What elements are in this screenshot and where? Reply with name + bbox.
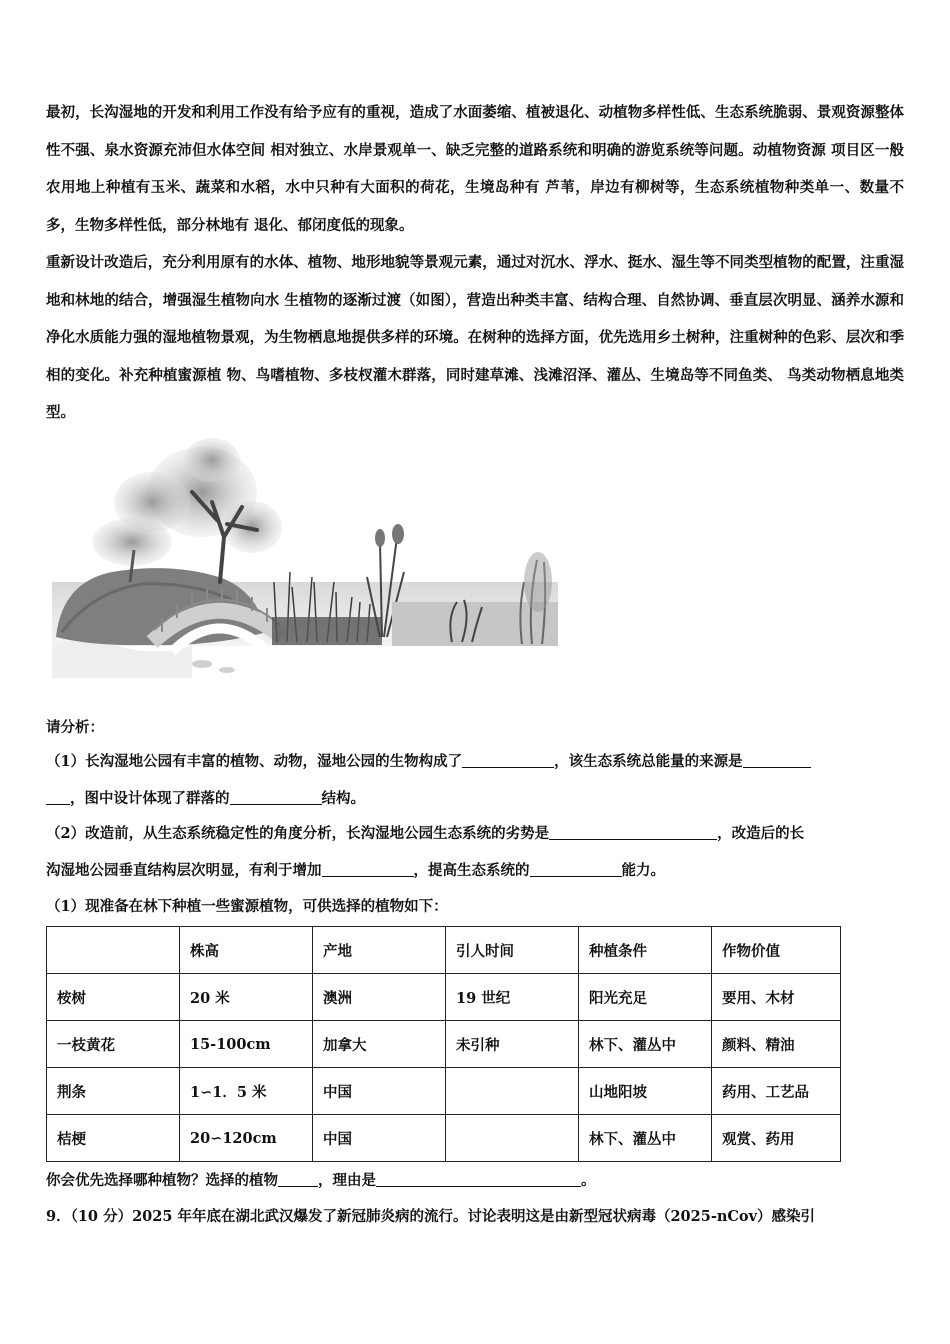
table-header-cell: 株高 bbox=[180, 927, 313, 974]
question-3-choice: 你会优先选择哪种植物？选择的植物 ，理由是 。 bbox=[46, 1172, 596, 1189]
answer-blank[interactable] bbox=[549, 825, 717, 840]
question-9-stem: 9．（10 分）2025 年年底在湖北武汉爆发了新冠肺炎病的流行。讨论表明这是由新型冠状病毒（2025-nCov）感染引 bbox=[46, 1208, 816, 1225]
table-row bbox=[47, 974, 841, 1021]
table-cell: 20 米 bbox=[180, 974, 313, 1021]
table-cell: 观赏、药用 bbox=[712, 1115, 841, 1162]
wetland-illustration bbox=[52, 432, 558, 678]
table-header-cell: 种植条件 bbox=[579, 927, 712, 974]
question-3-intro: （1）现准备在林下种植一些蜜源植物，可供选择的植物如下： bbox=[46, 898, 448, 915]
plant-options-table bbox=[46, 926, 841, 1162]
table-cell bbox=[446, 1115, 579, 1162]
table-cell: 澳洲 bbox=[313, 974, 446, 1021]
table-cell: 阳光充足 bbox=[579, 974, 712, 1021]
table-cell: 林下、灌丛中 bbox=[579, 1115, 712, 1162]
table-header-cell bbox=[47, 927, 180, 974]
table-header-row bbox=[47, 927, 841, 974]
table-cell: 桔梗 bbox=[47, 1115, 180, 1162]
table-cell: 20∽120cm bbox=[180, 1115, 313, 1162]
table-cell: 药用、工艺品 bbox=[712, 1068, 841, 1115]
answer-blank[interactable] bbox=[530, 862, 622, 877]
answer-blank[interactable] bbox=[322, 862, 414, 877]
paragraph-background: 最初，长沟湿地的开发和利用工作没有给予应有的重视，造成了水面萎缩、植被退化、动植物多样性低、生态系统脆弱、景观资源整体性不强、泉水资源充沛但水体空间 相对独立、水岸景观单一、缺乏完整的道路系统和明确的游览系统等问题。动植物资源 项目区一般农用地上种植有玉米、蔬菜和水稻，水中只种有大面积的荷花，生境岛种有 芦苇，岸边有柳树等，生态系统植物种类单一、数量不多，生物多样性低，部分林地有 退化、郁闭度低的现象。 bbox=[46, 104, 904, 234]
analysis-prompt: 请分析： bbox=[46, 719, 104, 736]
table-cell: 要用、木材 bbox=[712, 974, 841, 1021]
table-row bbox=[47, 1068, 841, 1115]
table-cell: 林下、灌丛中 bbox=[579, 1021, 712, 1068]
answer-blank[interactable] bbox=[376, 1172, 581, 1187]
question-1-line-1: （1）长沟湿地公园有丰富的植物、动物，湿地公园的生物构成了 ，该生态系统总能量的来源是 bbox=[46, 752, 904, 772]
table-cell: 颜料、精油 bbox=[712, 1021, 841, 1068]
table-cell: 荆条 bbox=[47, 1068, 180, 1115]
table-cell: 山地阳坡 bbox=[579, 1068, 712, 1115]
table-row bbox=[47, 1021, 841, 1068]
answer-blank[interactable] bbox=[462, 753, 554, 768]
table-header-cell: 引人时间 bbox=[446, 927, 579, 974]
table-cell: 1∽1．5 米 bbox=[180, 1068, 313, 1115]
answer-blank[interactable] bbox=[743, 753, 811, 768]
table-cell: 19 世纪 bbox=[446, 974, 579, 1021]
table-cell: 未引种 bbox=[446, 1021, 579, 1068]
table-cell: 15-100cm bbox=[180, 1021, 313, 1068]
table-cell: 桉树 bbox=[47, 974, 180, 1021]
table-row bbox=[47, 1115, 841, 1162]
table-header-cell: 产地 bbox=[313, 927, 446, 974]
answer-blank[interactable] bbox=[278, 1172, 318, 1187]
table-cell: 加拿大 bbox=[313, 1021, 446, 1068]
answer-blank[interactable] bbox=[230, 790, 322, 805]
table-cell: 中国 bbox=[313, 1115, 446, 1162]
question-2-line-1: （2）改造前，从生态系统稳定性的角度分析，长沟湿地公园生态系统的劣势是 ，改造后的长 bbox=[46, 825, 805, 842]
question-1-line-2: ，图中设计体现了群落的 结构。 bbox=[46, 789, 904, 809]
table-cell bbox=[446, 1068, 579, 1115]
paragraph-redesign: 重新设计改造后，充分利用原有的水体、植物、地形地貌等景观元素，通过对沉水、浮水、挺水、湿生等不同类型植物的配置，注重湿地和林地的结合，增强湿生植物向水 生植物的逐渐过渡（如图），营造出种类丰富、结构合理、自然协调、垂直层次明显、涵养水源和净化水质能力强的湿地植物景观，为生物栖息地提供多样的环境。在树种的选择方面，优先选用乡土树种，注重树种的色彩、层次和季相的变化。补充种植蜜源植 物、鸟嗜植物、多枝杈灌木群落，同时建草滩、浅滩沼泽、灌丛、生境岛等不同鱼类、 鸟类动物栖息地类型。 bbox=[46, 254, 904, 421]
answer-blank[interactable] bbox=[46, 790, 70, 805]
table-cell: 一枝黄花 bbox=[47, 1021, 180, 1068]
question-2-line-2: 沟湿地公园垂直结构层次明显，有利于增加 ，提高生态系统的 能力。 bbox=[46, 862, 665, 879]
table-cell: 中国 bbox=[313, 1068, 446, 1115]
table-header-cell: 作物价值 bbox=[712, 927, 841, 974]
